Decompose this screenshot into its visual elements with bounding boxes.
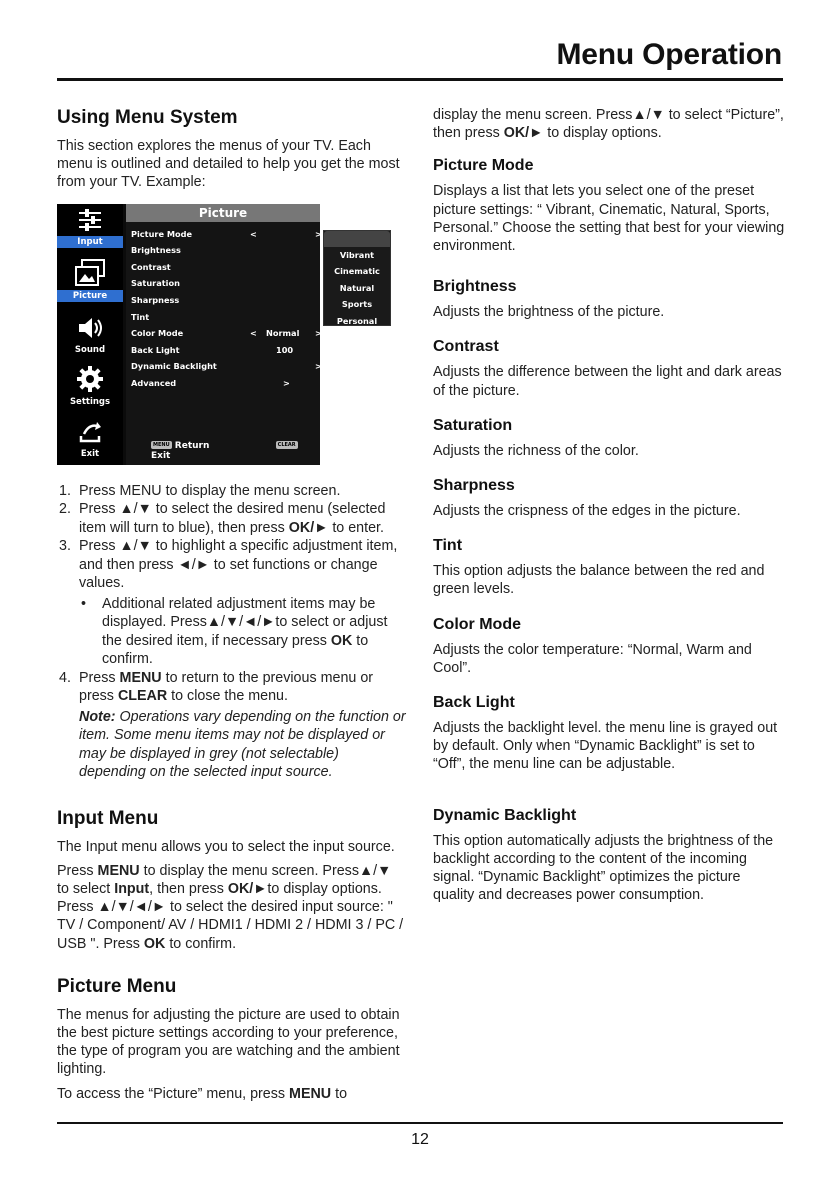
- picture-menu-intro: The menus for adjusting the picture are used to obtain the best picture settings according to your preference, the type of program you are watching and the ambient lighting.: [57, 1006, 400, 1078]
- right-column: [433, 106, 785, 904]
- left-column: [57, 106, 407, 1103]
- step-item: 4. Press MENU to return to the previous menu or press CLEAR to close the menu.: [59, 669, 374, 705]
- tv-menu-row: Picture Mode < >: [131, 228, 322, 239]
- exit-icon: [75, 420, 105, 444]
- sidebar-item-input: Input: [57, 206, 123, 248]
- tv-menu-panel: [126, 204, 320, 465]
- saturation-text: Adjusts the richness of the color.: [433, 442, 639, 459]
- tv-menu-row: Tint: [131, 311, 150, 322]
- step-item: 2. Press ▲/▼ to select the desired menu (selected item will turn to blue), then press OK/► to enter.: [59, 501, 386, 536]
- using-menu-heading: Using Menu System: [57, 107, 238, 128]
- input-menu-instructions: Press MENU to display the menu screen. Press▲/▼ to select Input, then press OK/►to display options. Press ▲/▼/◄/► to select the desired input source: " TV / Component/ AV / HDMI1 / HDMI 2 / HDMI 3 / PC / USB ". Press OK to confirm.: [57, 862, 404, 952]
- picture-mode-heading: Picture Mode: [433, 157, 534, 175]
- using-menu-intro: This section explores the menus of your TV. Each menu is outlined and detailed to help you get the most from your TV. Example:: [57, 138, 400, 191]
- picture-menu-heading: Picture Menu: [57, 975, 177, 997]
- tv-menu-row: Color Mode < Normal >: [131, 328, 322, 339]
- sub-bullet-item: • Additional related adjustment items may be displayed. Press▲/▼/◄/►to select or adjust the desired item, if necessary press OK to confirm.: [81, 595, 388, 668]
- settings-icon: [75, 364, 105, 394]
- back-light-text: Adjusts the backlight level. the menu line is grayed out by default. Only when “Dynamic Backlight” is set to “Off”, the menu line can be adjustable.: [433, 720, 778, 773]
- tv-menu-example: [57, 204, 380, 465]
- tv-menu-row: Advanced >: [131, 377, 290, 388]
- tv-menu-header: Picture: [126, 204, 320, 222]
- footer-divider: [57, 1122, 783, 1124]
- sidebar-item-settings: Settings: [57, 364, 123, 408]
- input-icon: [75, 206, 105, 234]
- picture-menu-access: To access the “Picture” menu, press MENU to: [57, 1085, 348, 1102]
- step-item: 1. Press MENU to display the menu screen.: [59, 482, 341, 499]
- steps-list: [57, 482, 407, 706]
- sharpness-text: Adjusts the crispness of the edges in the picture.: [433, 503, 741, 520]
- header-divider: [57, 78, 783, 81]
- sidebar-item-sound: Sound: [57, 314, 123, 356]
- note-text: Note: Operations vary depending on the function or item. Some menu items may not be displayed or may be displayed in grey (not selectable) depending on the selected input source.: [79, 708, 406, 781]
- sharpness-heading: Sharpness: [433, 477, 515, 495]
- tv-menu-row: Saturation: [131, 278, 180, 289]
- page-title: Menu Operation: [556, 38, 782, 71]
- step-item: 3. Press ▲/▼ to highlight a specific adjustment item, and then press ◄/► to set functions or change values. • Additional related adjustment items may be displayed. Press▲/▼/◄/►to select or adjust the desired item, if necessary press OK to confirm.: [57, 537, 407, 669]
- tv-menu-row: Sharpness: [131, 294, 180, 305]
- sound-icon: [75, 314, 105, 342]
- picture-icon: [73, 258, 107, 288]
- popup-option: Vibrant: [339, 249, 375, 260]
- contrast-heading: Contrast: [433, 338, 499, 356]
- sidebar-item-picture: Picture: [57, 258, 123, 302]
- sub-bullet-list: [79, 595, 407, 669]
- picture-menu-access-continued: display the menu screen. Press▲/▼ to select “Picture”, then press OK/► to display options.: [433, 107, 784, 142]
- popup-option: Sports: [341, 299, 373, 310]
- tv-menu-row: Dynamic Backlight >: [131, 361, 322, 372]
- brightness-text: Adjusts the brightness of the picture.: [433, 304, 665, 321]
- popup-option: Natural: [339, 282, 375, 293]
- tint-text: This option adjusts the balance between the red and green levels.: [433, 563, 765, 598]
- tint-heading: Tint: [433, 537, 463, 555]
- clear-key-icon: CLEAR: [277, 442, 296, 449]
- color-mode-text: Adjusts the color temperature: “Normal, Warm and Cool”.: [433, 641, 752, 676]
- tv-menu-rows: [131, 226, 322, 392]
- tv-menu-footer: MENU Return CLEAR Exit: [151, 440, 296, 461]
- picture-mode-popup: [323, 230, 391, 326]
- tv-menu-row: Back Light 100: [131, 344, 294, 355]
- color-mode-heading: Color Mode: [433, 615, 521, 633]
- sidebar-item-exit: Exit: [57, 420, 123, 460]
- brightness-heading: Brightness: [433, 278, 517, 296]
- picture-mode-text: Displays a list that lets you select one of the preset picture settings: “ Vibrant, Cinematic, Natural, Sports, Personal.” Choose the setting that best for your viewing environment.: [433, 183, 785, 255]
- input-menu-heading: Input Menu: [57, 807, 159, 829]
- popup-option: Cinematic: [334, 266, 380, 277]
- dynamic-backlight-heading: Dynamic Backlight: [433, 806, 577, 824]
- saturation-heading: Saturation: [433, 416, 513, 434]
- menu-key-icon: MENU: [153, 442, 170, 449]
- contrast-text: Adjusts the difference between the light and dark areas of the picture.: [433, 364, 782, 399]
- page-number: 12: [411, 1131, 429, 1148]
- back-light-heading: Back Light: [433, 694, 515, 712]
- input-menu-intro: The Input menu allows you to select the input source.: [57, 838, 395, 855]
- tv-menu-row: Contrast: [131, 261, 171, 272]
- tv-menu-row: Brightness: [131, 245, 181, 256]
- dynamic-backlight-text: This option automatically adjusts the brightness of the backlight according to the content of the incoming signal. “Dynamic Backlight” optimizes the picture quality and decreases power consumption.: [433, 832, 774, 904]
- popup-option: Personal: [336, 315, 378, 326]
- tv-menu-sidebar: [57, 204, 123, 465]
